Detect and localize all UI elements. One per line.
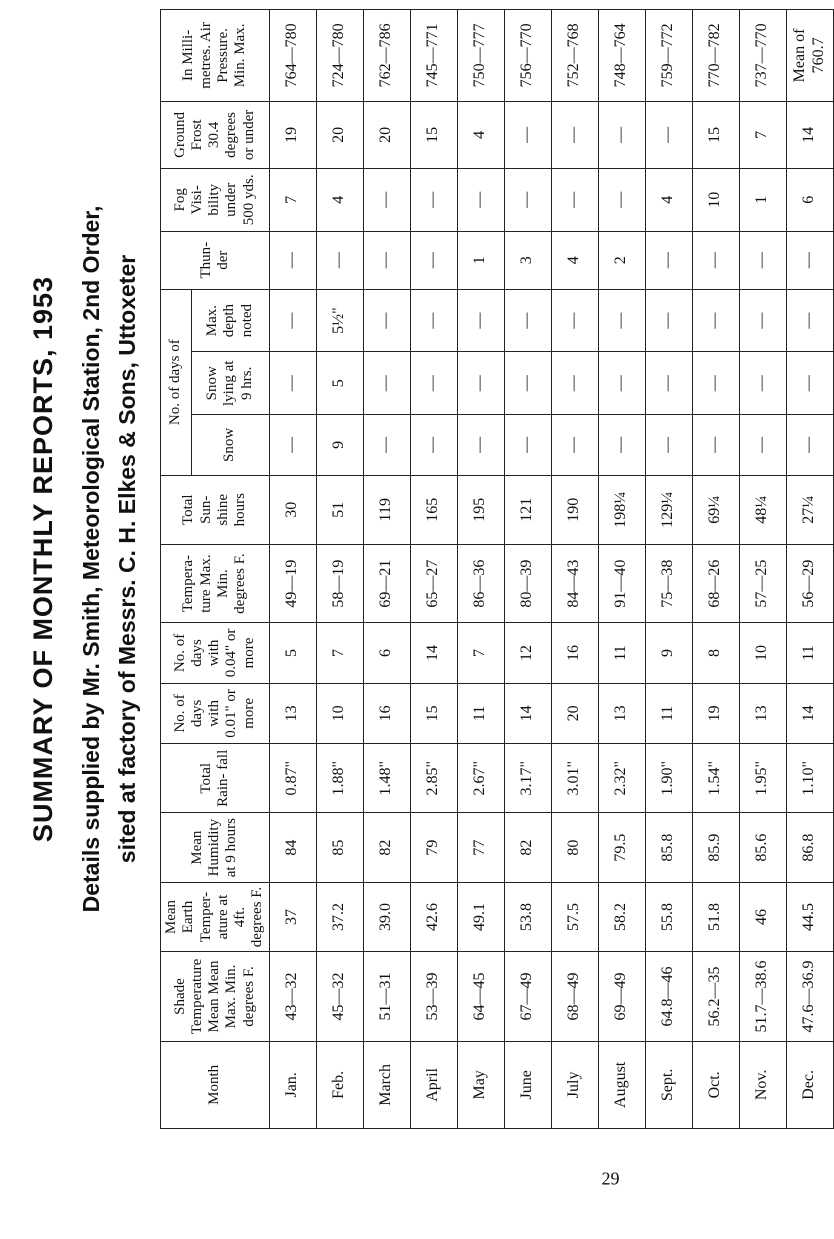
weather-summary-table xyxy=(160,9,834,1129)
cell-humidity: 84 xyxy=(269,813,316,882)
cell-d004: 6 xyxy=(363,623,410,683)
cell-depth: — xyxy=(692,289,739,352)
cell-thunder: — xyxy=(786,231,833,289)
cell-d004: 10 xyxy=(739,623,786,683)
cell-fog: 4 xyxy=(316,168,363,231)
cell-trange: 49—19 xyxy=(269,544,316,622)
cell-earth: 37 xyxy=(269,882,316,951)
cell-lying: 5 xyxy=(316,352,363,415)
header-days-001: No. of days with 0.01" or more xyxy=(161,683,270,743)
cell-frost: 19 xyxy=(269,101,316,168)
header-shade-temp: Shade Temperature Mean Mean Max. Min. degrees F. xyxy=(161,952,270,1042)
cell-fog: 7 xyxy=(269,168,316,231)
cell-pressure: 748—764 xyxy=(598,10,645,102)
cell-trange: 75—38 xyxy=(645,544,692,622)
cell-trange: 69—21 xyxy=(363,544,410,622)
table-row xyxy=(645,10,692,1129)
cell-earth: 42.6 xyxy=(410,882,457,951)
header-earth-temp: Mean Earth Temper- ature at 4ft. degrees F. xyxy=(161,882,270,951)
cell-lying: — xyxy=(692,352,739,415)
cell-fog: 10 xyxy=(692,168,739,231)
cell-shade: 68—49 xyxy=(551,952,598,1042)
cell-fog: 4 xyxy=(645,168,692,231)
cell-snow: — xyxy=(692,415,739,475)
cell-rain: 1.88" xyxy=(316,744,363,813)
cell-rain: 1.10" xyxy=(786,744,833,813)
cell-pressure: 737—770 xyxy=(739,10,786,102)
cell-lying: — xyxy=(457,352,504,415)
cell-depth: — xyxy=(363,289,410,352)
cell-lying: — xyxy=(739,352,786,415)
cell-humidity: 85 xyxy=(316,813,363,882)
cell-sun: 129¼ xyxy=(645,475,692,544)
table-row xyxy=(692,10,739,1129)
cell-d001: 15 xyxy=(410,683,457,743)
table-row xyxy=(504,10,551,1129)
cell-trange: 68—26 xyxy=(692,544,739,622)
cell-snow: — xyxy=(410,415,457,475)
table-body xyxy=(269,10,833,1129)
cell-d004: 14 xyxy=(410,623,457,683)
cell-frost: — xyxy=(598,101,645,168)
cell-shade: 43—32 xyxy=(269,952,316,1042)
cell-pressure: 745—771 xyxy=(410,10,457,102)
header-rainfall: Total Rain- fall xyxy=(161,744,270,813)
cell-humidity: 85.8 xyxy=(645,813,692,882)
cell-sun: 48¼ xyxy=(739,475,786,544)
cell-thunder: — xyxy=(645,231,692,289)
header-temp-range: Tempera- ture Max. Min. degrees F. xyxy=(161,544,270,622)
header-pressure: In Milli- metres. Air Pressure. Min. Max. xyxy=(161,10,270,102)
cell-pressure: 762—786 xyxy=(363,10,410,102)
cell-snow: — xyxy=(598,415,645,475)
cell-snow: 9 xyxy=(316,415,363,475)
cell-thunder: 2 xyxy=(598,231,645,289)
cell-thunder: 4 xyxy=(551,231,598,289)
cell-d001: 13 xyxy=(739,683,786,743)
cell-lying: — xyxy=(269,352,316,415)
cell-d001: 10 xyxy=(316,683,363,743)
cell-sun: 165 xyxy=(410,475,457,544)
cell-d001: 20 xyxy=(551,683,598,743)
header-snow: Snow xyxy=(191,415,269,475)
cell-earth: 46 xyxy=(739,882,786,951)
cell-snow: — xyxy=(786,415,833,475)
cell-lying: — xyxy=(645,352,692,415)
cell-month: Dec. xyxy=(786,1041,833,1128)
cell-thunder: 1 xyxy=(457,231,504,289)
cell-earth: 57.5 xyxy=(551,882,598,951)
cell-rain: 2.85" xyxy=(410,744,457,813)
cell-frost: 4 xyxy=(457,101,504,168)
cell-pressure: Mean of 760.7 xyxy=(786,10,833,102)
cell-depth: — xyxy=(269,289,316,352)
cell-shade: 53—39 xyxy=(410,952,457,1042)
cell-pressure: 724—780 xyxy=(316,10,363,102)
cell-rain: 1.48" xyxy=(363,744,410,813)
cell-pressure: 756—770 xyxy=(504,10,551,102)
cell-sun: 30 xyxy=(269,475,316,544)
cell-d001: 14 xyxy=(504,683,551,743)
cell-rain: 1.95" xyxy=(739,744,786,813)
cell-trange: 84—43 xyxy=(551,544,598,622)
cell-thunder: — xyxy=(269,231,316,289)
cell-month: May xyxy=(457,1041,504,1128)
cell-depth: — xyxy=(645,289,692,352)
cell-month: Oct. xyxy=(692,1041,739,1128)
cell-rain: 3.01" xyxy=(551,744,598,813)
cell-rain: 0.87" xyxy=(269,744,316,813)
cell-d004: 5 xyxy=(269,623,316,683)
cell-month: June xyxy=(504,1041,551,1128)
cell-pressure: 750—777 xyxy=(457,10,504,102)
cell-fog: — xyxy=(598,168,645,231)
cell-fog: — xyxy=(457,168,504,231)
cell-shade: 45—32 xyxy=(316,952,363,1042)
cell-earth: 58.2 xyxy=(598,882,645,951)
cell-depth: 5½" xyxy=(316,289,363,352)
cell-sun: 27¼ xyxy=(786,475,833,544)
cell-humidity: 79 xyxy=(410,813,457,882)
cell-snow: — xyxy=(269,415,316,475)
cell-trange: 65—27 xyxy=(410,544,457,622)
cell-pressure: 752—768 xyxy=(551,10,598,102)
cell-fog: — xyxy=(504,168,551,231)
cell-trange: 91—40 xyxy=(598,544,645,622)
table-row xyxy=(269,10,316,1129)
cell-shade: 47.6—36.9 xyxy=(786,952,833,1042)
cell-pressure: 759—772 xyxy=(645,10,692,102)
cell-rain: 2.67" xyxy=(457,744,504,813)
table-row xyxy=(363,10,410,1129)
cell-pressure: 770—782 xyxy=(692,10,739,102)
cell-lying: — xyxy=(551,352,598,415)
table-row xyxy=(551,10,598,1129)
cell-snow: — xyxy=(645,415,692,475)
cell-frost: 14 xyxy=(786,101,833,168)
cell-month: July xyxy=(551,1041,598,1128)
cell-depth: — xyxy=(739,289,786,352)
cell-rain: 3.17" xyxy=(504,744,551,813)
cell-thunder: — xyxy=(363,231,410,289)
cell-humidity: 85.9 xyxy=(692,813,739,882)
cell-thunder: — xyxy=(316,231,363,289)
page-title: SUMMARY OF MONTHLY REPORTS, 1953 xyxy=(28,275,58,843)
cell-earth: 55.8 xyxy=(645,882,692,951)
cell-humidity: 80 xyxy=(551,813,598,882)
cell-earth: 37.2 xyxy=(316,882,363,951)
cell-frost: 15 xyxy=(692,101,739,168)
cell-trange: 56—29 xyxy=(786,544,833,622)
cell-d001: 13 xyxy=(598,683,645,743)
cell-humidity: 79.5 xyxy=(598,813,645,882)
header-fog: Fog Visi- bility under 500 yds. xyxy=(161,168,270,231)
cell-shade: 69—49 xyxy=(598,952,645,1042)
cell-trange: 58—19 xyxy=(316,544,363,622)
cell-sun: 69¼ xyxy=(692,475,739,544)
cell-earth: 53.8 xyxy=(504,882,551,951)
cell-shade: 51.7—38.6 xyxy=(739,952,786,1042)
cell-d004: 7 xyxy=(316,623,363,683)
table-row xyxy=(457,10,504,1129)
cell-trange: 86—36 xyxy=(457,544,504,622)
cell-month: April xyxy=(410,1041,457,1128)
table-row xyxy=(410,10,457,1129)
cell-month: Nov. xyxy=(739,1041,786,1128)
page-subtitle-2: sited at factory of Messrs. C. H. Elkes & Sons, Uttoxeter xyxy=(114,254,140,864)
header-snow-lying: Snow lying at 9 hrs. xyxy=(191,352,269,415)
table-row xyxy=(598,10,645,1129)
cell-shade: 51—31 xyxy=(363,952,410,1042)
cell-depth: — xyxy=(410,289,457,352)
cell-fog: 1 xyxy=(739,168,786,231)
cell-lying: — xyxy=(504,352,551,415)
cell-earth: 39.0 xyxy=(363,882,410,951)
cell-earth: 49.1 xyxy=(457,882,504,951)
cell-d001: 11 xyxy=(457,683,504,743)
header-ground-frost: Ground Frost 30.4 degrees or under xyxy=(161,101,270,168)
cell-earth: 51.8 xyxy=(692,882,739,951)
cell-thunder: — xyxy=(692,231,739,289)
table-row xyxy=(316,10,363,1129)
cell-month: August xyxy=(598,1041,645,1128)
header-max-depth: Max. depth noted xyxy=(191,289,269,352)
cell-d004: 12 xyxy=(504,623,551,683)
cell-fog: — xyxy=(551,168,598,231)
cell-lying: — xyxy=(363,352,410,415)
cell-humidity: 82 xyxy=(363,813,410,882)
cell-d004: 7 xyxy=(457,623,504,683)
cell-d004: 11 xyxy=(598,623,645,683)
cell-sun: 119 xyxy=(363,475,410,544)
cell-d004: 9 xyxy=(645,623,692,683)
cell-thunder: 3 xyxy=(504,231,551,289)
cell-d004: 11 xyxy=(786,623,833,683)
cell-d001: 11 xyxy=(645,683,692,743)
header-no-of-days-of: No. of days of xyxy=(161,289,192,475)
cell-rain: 1.54" xyxy=(692,744,739,813)
cell-month: Feb. xyxy=(316,1041,363,1128)
cell-sun: 51 xyxy=(316,475,363,544)
cell-earth: 44.5 xyxy=(786,882,833,951)
cell-fog: — xyxy=(410,168,457,231)
table-row xyxy=(786,10,833,1129)
header-thunder: Thun- der xyxy=(161,231,270,289)
cell-d001: 14 xyxy=(786,683,833,743)
cell-sun: 198¼ xyxy=(598,475,645,544)
table-row xyxy=(739,10,786,1129)
cell-depth: — xyxy=(598,289,645,352)
cell-depth: — xyxy=(457,289,504,352)
cell-month: Sept. xyxy=(645,1041,692,1128)
cell-frost: 7 xyxy=(739,101,786,168)
cell-humidity: 82 xyxy=(504,813,551,882)
cell-lying: — xyxy=(598,352,645,415)
cell-frost: 20 xyxy=(316,101,363,168)
cell-humidity: 86.8 xyxy=(786,813,833,882)
header-month: Month xyxy=(161,1041,270,1128)
cell-month: Jan. xyxy=(269,1041,316,1128)
cell-humidity: 85.6 xyxy=(739,813,786,882)
cell-fog: — xyxy=(363,168,410,231)
cell-sun: 121 xyxy=(504,475,551,544)
cell-shade: 64—45 xyxy=(457,952,504,1042)
cell-month: March xyxy=(363,1041,410,1128)
cell-thunder: — xyxy=(410,231,457,289)
cell-snow: — xyxy=(504,415,551,475)
cell-snow: — xyxy=(363,415,410,475)
header-days-004: No. of days with 0.04" or more xyxy=(161,623,270,683)
cell-depth: — xyxy=(551,289,598,352)
cell-lying: — xyxy=(410,352,457,415)
cell-frost: — xyxy=(645,101,692,168)
cell-snow: — xyxy=(739,415,786,475)
cell-frost: 15 xyxy=(410,101,457,168)
cell-depth: — xyxy=(786,289,833,352)
cell-frost: — xyxy=(504,101,551,168)
cell-fog: 6 xyxy=(786,168,833,231)
cell-d001: 19 xyxy=(692,683,739,743)
cell-humidity: 77 xyxy=(457,813,504,882)
cell-snow: — xyxy=(551,415,598,475)
cell-trange: 57—25 xyxy=(739,544,786,622)
cell-trange: 80—39 xyxy=(504,544,551,622)
cell-sun: 195 xyxy=(457,475,504,544)
cell-lying: — xyxy=(786,352,833,415)
header-humidity: Mean Humidity at 9 hours xyxy=(161,813,270,882)
cell-frost: 20 xyxy=(363,101,410,168)
cell-shade: 56.2—35 xyxy=(692,952,739,1042)
cell-rain: 1.90" xyxy=(645,744,692,813)
page-number: 29 xyxy=(601,1168,620,1189)
cell-d001: 13 xyxy=(269,683,316,743)
cell-thunder: — xyxy=(739,231,786,289)
header-sunshine: Total Sun- shine hours xyxy=(161,475,270,544)
header-row-1 xyxy=(161,10,192,1129)
cell-depth: — xyxy=(504,289,551,352)
cell-shade: 67—49 xyxy=(504,952,551,1042)
cell-pressure: 764—780 xyxy=(269,10,316,102)
cell-d004: 16 xyxy=(551,623,598,683)
cell-rain: 2.32" xyxy=(598,744,645,813)
cell-d001: 16 xyxy=(363,683,410,743)
cell-snow: — xyxy=(457,415,504,475)
cell-sun: 190 xyxy=(551,475,598,544)
cell-shade: 64.8—46 xyxy=(645,952,692,1042)
page-subtitle-1: Details supplied by Mr. Smith, Meteorological Station, 2nd Order, xyxy=(78,205,104,913)
cell-d004: 8 xyxy=(692,623,739,683)
cell-frost: — xyxy=(551,101,598,168)
